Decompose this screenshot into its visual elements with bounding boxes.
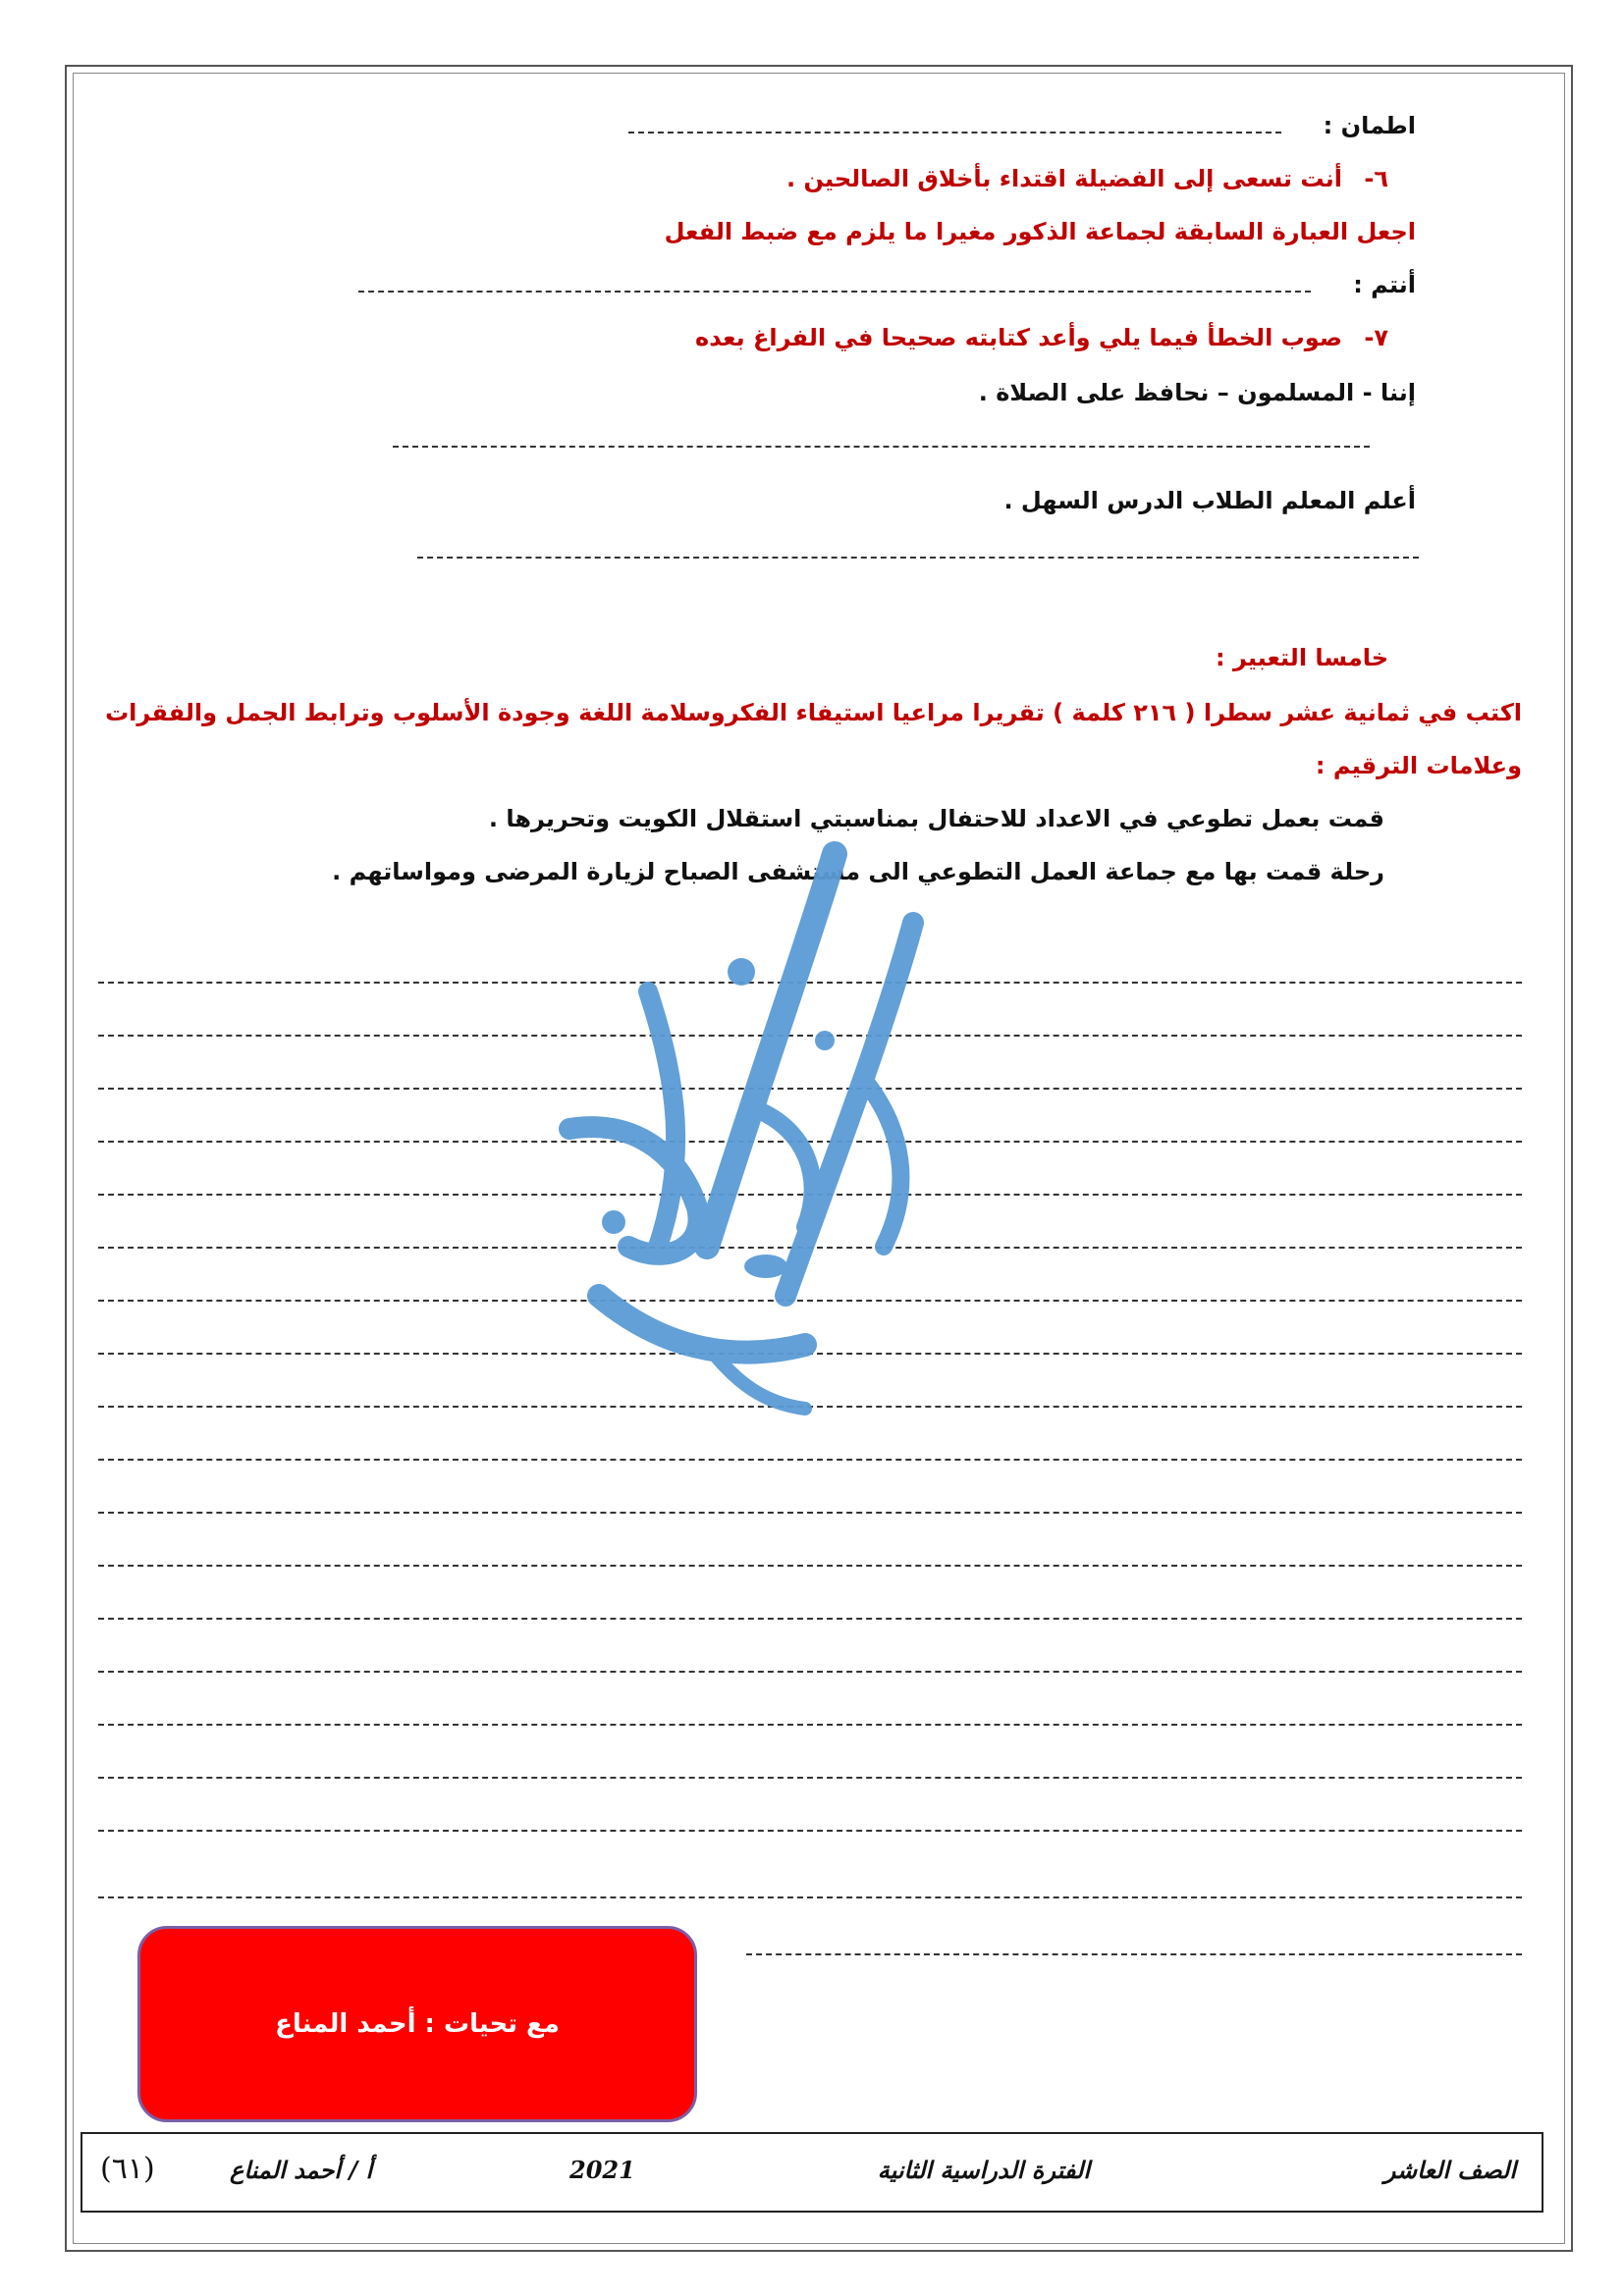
writing-line[interactable]: [98, 1671, 1522, 1673]
q6-line: [786, 165, 1388, 192]
footer-author: أ / أحمد المناع: [230, 2156, 373, 2184]
expression-instruction-2: وعلامات الترقيم :: [1315, 752, 1522, 779]
expression-instruction-1: اكتب في ثمانية عشر سطرا ( ٢١٦ كلمة ) تقريرا مراعيا استيفاء الفكروسلامة اللغة وجودة الأسلوب وترابط الجمل والفقرات: [105, 699, 1522, 726]
q7-line: [695, 324, 1388, 351]
writing-line[interactable]: [98, 1459, 1522, 1461]
q6-number: ٦-: [1364, 165, 1388, 192]
writing-line[interactable]: [746, 1953, 1522, 1955]
greeting-stamp-text: مع تحيات : أحمد المناع: [275, 2009, 560, 2039]
writing-line[interactable]: [98, 1724, 1522, 1726]
writing-line[interactable]: [98, 1777, 1522, 1779]
q7-sentence-1-blank[interactable]: [393, 446, 1370, 448]
page-footer: [81, 2132, 1543, 2213]
q7-sentence-2: أعلم المعلم الطلاب الدرس السهل .: [1003, 487, 1416, 514]
expression-topic-2: رحلة قمت بها مع جماعة العمل التطوعي الى مستشفى الصباح لزيارة المرضى ومواساتهم .: [332, 858, 1384, 885]
footer-term: الفترة الدراسية الثانية: [877, 2156, 1090, 2184]
writing-line[interactable]: [98, 1830, 1522, 1832]
q7-text: صوب الخطأ فيما يلي وأعد كتابته صحيحا في الفراغ بعده: [695, 324, 1343, 351]
q6-answer-label: أنتم :: [1353, 271, 1416, 298]
expression-topic-1: قمت بعمل تطوعي في الاعداد للاحتفال بمناسبتي استقلال الكويت وتحريرها .: [488, 805, 1384, 832]
expression-heading: خامسا التعبير :: [1215, 644, 1388, 671]
writing-line[interactable]: [98, 1565, 1522, 1567]
watermark-calligraphy: [511, 834, 1001, 1423]
greeting-stamp: [137, 1926, 697, 2122]
page-number: (٦١): [100, 2152, 155, 2186]
q7-sentence-1: إننا - المسلمون – نحافظ على الصلاة .: [978, 379, 1416, 406]
q6-answer-blank[interactable]: [358, 291, 1311, 293]
footer-grade: الصف العاشر: [1383, 2156, 1516, 2184]
writing-line[interactable]: [98, 1512, 1522, 1514]
writing-line[interactable]: [98, 1618, 1522, 1620]
q6-text: أنت تسعى إلى الفضيلة اقتداء بأخلاق الصالحين .: [785, 165, 1343, 192]
writing-line[interactable]: [98, 1896, 1522, 1898]
footer-year: 2021: [569, 2156, 635, 2184]
q6-instruction: اجعل العبارة السابقة لجماعة الذكور مغيرا ما يلزم مع ضبط الفعل: [664, 218, 1416, 245]
q7-sentence-2-blank[interactable]: [417, 557, 1419, 559]
q7-number: ٧-: [1364, 324, 1388, 351]
q5-answer-blank[interactable]: [628, 132, 1281, 133]
q5-answer-label: اطمان :: [1323, 112, 1416, 139]
